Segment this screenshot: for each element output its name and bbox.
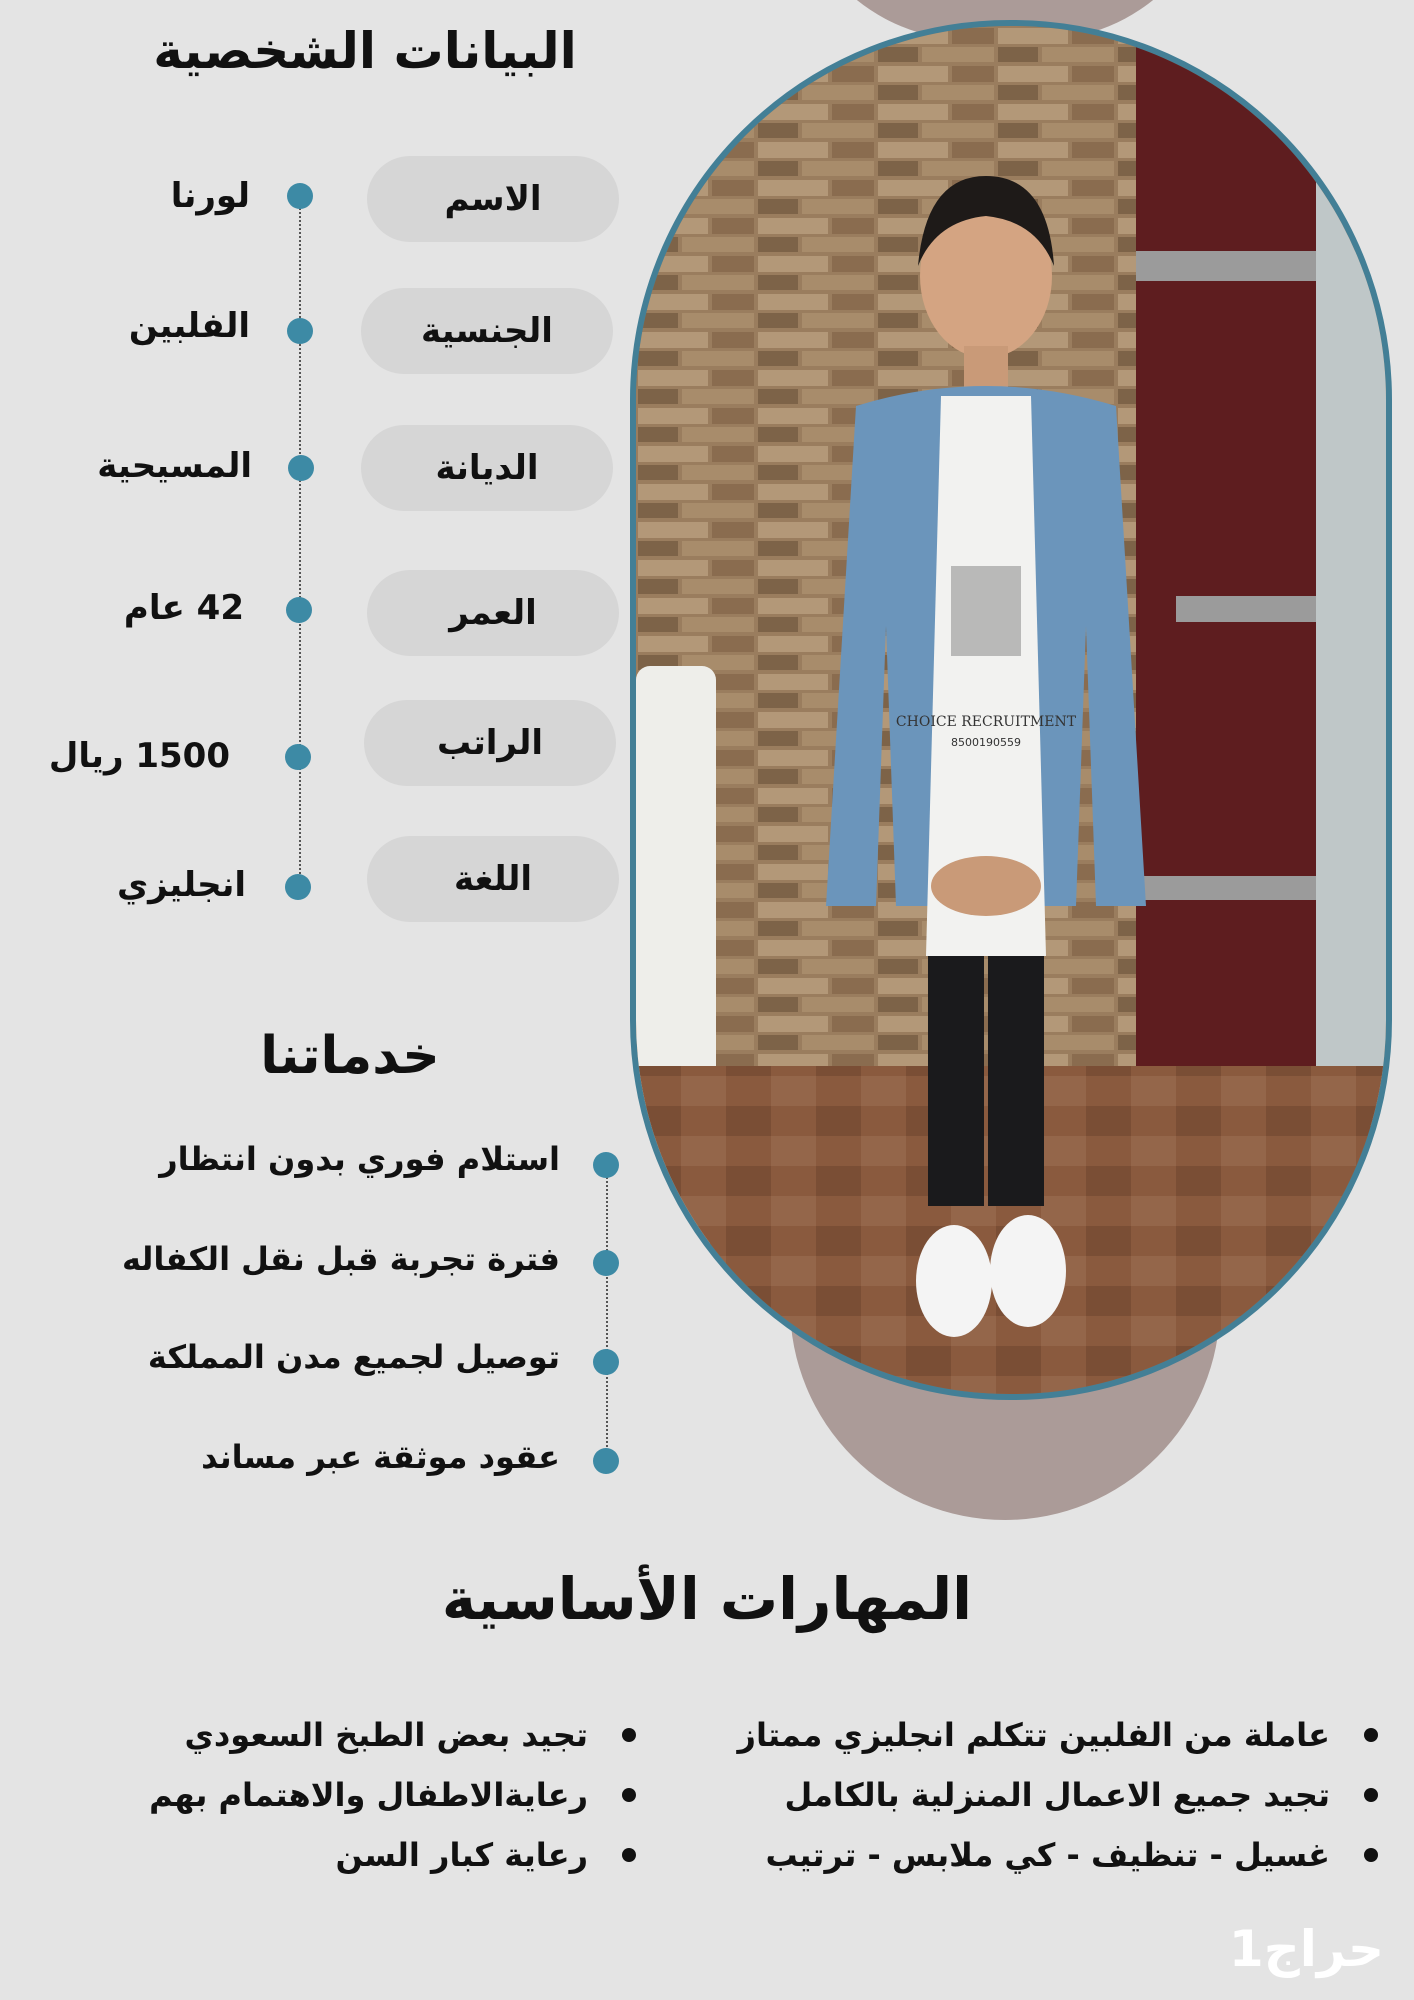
timeline-dot <box>593 1152 619 1178</box>
label-salary: الراتب <box>364 700 616 786</box>
watermark-logo: حراج1 <box>1228 1920 1384 1978</box>
service-item: استلام فوري بدون انتظار <box>159 1140 560 1178</box>
shirt-phone: 8500190559 <box>951 736 1021 749</box>
worker-photo <box>630 20 1392 1400</box>
timeline-dot <box>593 1349 619 1375</box>
value-age: 42 عام <box>123 588 244 628</box>
value-salary: 1500 ريال <box>48 736 230 776</box>
timeline-dot <box>285 744 311 770</box>
service-item: توصيل لجميع مدن المملكة <box>147 1338 560 1376</box>
service-item: عقود موثقة عبر مساند <box>201 1438 560 1476</box>
skill-item: رعايةالاطفال والاهتمام بهم <box>149 1765 636 1825</box>
service-item: فترة تجربة قبل نقل الكفاله <box>121 1240 560 1278</box>
skill-item: تجيد جميع الاعمال المنزلية بالكامل <box>738 1765 1378 1825</box>
label-nationality: الجنسية <box>361 288 613 374</box>
worker-photo-illustration <box>636 26 1392 1400</box>
value-name: لورنا <box>170 176 250 216</box>
skill-item: رعاية كبار السن <box>149 1825 636 1885</box>
label-name: الاسم <box>367 156 619 242</box>
skills-list-right <box>738 1705 1378 1885</box>
label-religion: الديانة <box>361 425 613 511</box>
skill-item: غسيل - تنظيف - كي ملابس - ترتيب <box>738 1825 1378 1885</box>
timeline-dot <box>287 183 313 209</box>
value-language: انجليزي <box>117 865 246 905</box>
skills-title: المهارات الأساسية <box>441 1565 973 1633</box>
services-timeline-line <box>606 1168 608 1463</box>
timeline-dot <box>285 874 311 900</box>
services-title: خدماتنا <box>260 1026 440 1086</box>
personal-data-title: البيانات الشخصية <box>153 22 577 80</box>
skill-item: عاملة من الفلبين تتكلم انجليزي ممتاز <box>738 1705 1378 1765</box>
shirt-print: CHOICE RECRUITMENT <box>895 714 1077 730</box>
timeline-dot <box>593 1250 619 1276</box>
label-language: اللغة <box>367 836 619 922</box>
value-religion: المسيحية <box>97 446 252 486</box>
timeline-dot <box>593 1448 619 1474</box>
timeline-dot <box>286 597 312 623</box>
personal-timeline-line <box>299 196 301 886</box>
label-age: العمر <box>367 570 619 656</box>
skills-list-left <box>149 1705 636 1885</box>
value-nationality: الفلبين <box>128 306 250 346</box>
skill-item: تجيد بعض الطبخ السعودي <box>149 1705 636 1765</box>
timeline-dot <box>287 318 313 344</box>
timeline-dot <box>288 455 314 481</box>
